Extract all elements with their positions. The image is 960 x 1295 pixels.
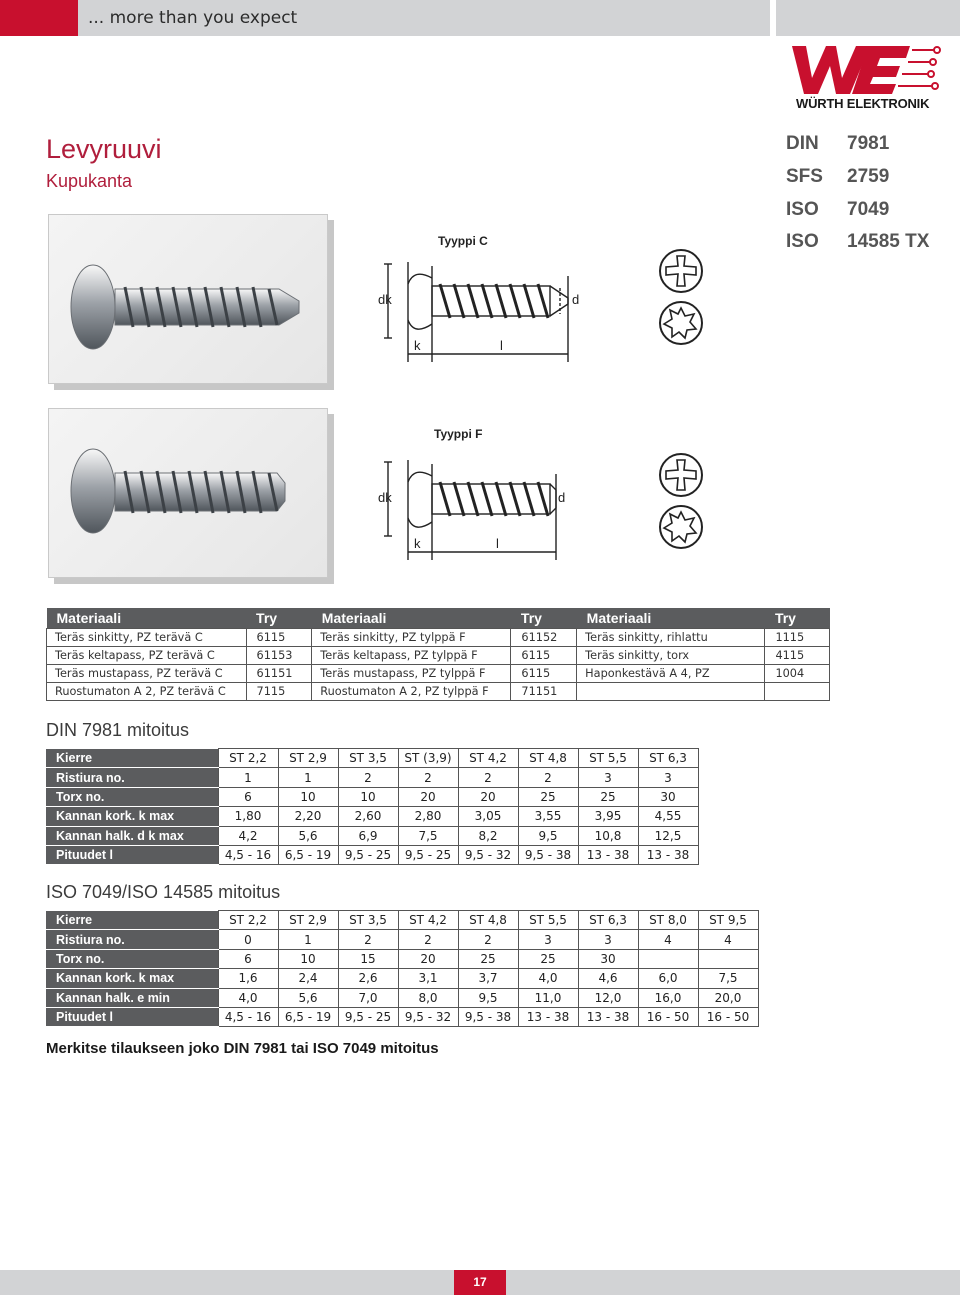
row-label: Kannan halk. e min xyxy=(46,988,218,1007)
table-row xyxy=(46,826,698,845)
material-cell: Haponkestävä A 4, PZ xyxy=(577,664,765,682)
value-cell: ST 3,5 xyxy=(338,749,398,768)
value-cell: 2 xyxy=(398,930,458,949)
value-cell: 30 xyxy=(638,787,698,806)
value-cell: 7,0 xyxy=(338,988,398,1007)
type-c-label: Tyyppi C xyxy=(438,234,488,248)
value-cell: 13 - 38 xyxy=(518,1007,578,1026)
column-header: Try xyxy=(246,608,312,628)
table-row xyxy=(46,969,758,988)
code-cell: 71151 xyxy=(511,682,577,700)
dim-d-label: d xyxy=(572,292,580,307)
table-row xyxy=(46,749,698,768)
value-cell: 10 xyxy=(278,949,338,968)
value-cell: 6,5 - 19 xyxy=(278,845,338,864)
row-label: Kannan kork. k max xyxy=(46,807,218,826)
code-cell: 6115 xyxy=(511,664,577,682)
table-row xyxy=(47,628,830,646)
logo-text: WÜRTH ELEKTRONIK xyxy=(796,96,930,111)
value-cell: 12,5 xyxy=(638,826,698,845)
value-cell: ST 8,0 xyxy=(638,911,698,930)
row-label: Torx no. xyxy=(46,949,218,968)
phillips-drive-icon xyxy=(658,452,704,498)
table-row xyxy=(46,845,698,864)
value-cell: 10 xyxy=(338,787,398,806)
value-cell: 7,5 xyxy=(698,969,758,988)
value-cell: 8,0 xyxy=(398,988,458,1007)
value-cell xyxy=(638,949,698,968)
value-cell: 3,7 xyxy=(458,969,518,988)
code-cell: 1004 xyxy=(765,664,830,682)
value-cell: 3,95 xyxy=(578,807,638,826)
value-cell: 1 xyxy=(278,930,338,949)
value-cell: ST 4,2 xyxy=(458,749,518,768)
value-cell: ST 5,5 xyxy=(578,749,638,768)
value-cell: 3 xyxy=(518,930,578,949)
value-cell: 0 xyxy=(218,930,278,949)
din-section-title: DIN 7981 mitoitus xyxy=(46,720,190,740)
value-cell: 16,0 xyxy=(638,988,698,1007)
code-cell: 4115 xyxy=(765,646,830,664)
materials-header-row xyxy=(47,608,830,628)
header-grey-band-right xyxy=(776,0,960,36)
value-cell: 7,5 xyxy=(398,826,458,845)
value-cell: 4,0 xyxy=(518,969,578,988)
technical-drawing-type-c xyxy=(370,258,590,368)
code-cell xyxy=(765,682,830,700)
standard-number: 7049 xyxy=(847,199,890,220)
header-title: ... more than you expect xyxy=(88,8,298,28)
code-cell: 6115 xyxy=(511,646,577,664)
iso-dimensions-table xyxy=(46,910,759,1027)
table-row xyxy=(46,930,758,949)
value-cell: 9,5 xyxy=(518,826,578,845)
value-cell: 3,1 xyxy=(398,969,458,988)
screw-photo-type-f xyxy=(48,408,328,578)
value-cell: 13 - 38 xyxy=(638,845,698,864)
materials-table xyxy=(46,608,830,701)
standard-code: SFS xyxy=(786,166,823,187)
value-cell: 25 xyxy=(518,787,578,806)
din-dimensions-table xyxy=(46,748,699,865)
code-cell: 61152 xyxy=(511,628,577,646)
value-cell: 2 xyxy=(338,768,398,787)
standard-row xyxy=(786,166,890,188)
value-cell: 25 xyxy=(578,787,638,806)
value-cell: 6,0 xyxy=(638,969,698,988)
code-cell: 6115 xyxy=(246,628,312,646)
value-cell: ST 9,5 xyxy=(698,911,758,930)
code-cell: 1115 xyxy=(765,628,830,646)
technical-drawing-type-f xyxy=(370,456,590,566)
value-cell: 4,5 - 16 xyxy=(218,1007,278,1026)
column-header: Materiaali xyxy=(577,608,765,628)
dim-dk-label: dk xyxy=(378,490,392,505)
value-cell: ST 6,3 xyxy=(638,749,698,768)
value-cell: 2,80 xyxy=(398,807,458,826)
iso-section-title: ISO 7049/ISO 14585 mitoitus xyxy=(46,882,281,902)
value-cell: ST (3,9) xyxy=(398,749,458,768)
torx-drive-icon xyxy=(658,504,704,550)
value-cell: 9,5 - 25 xyxy=(398,845,458,864)
page-number: 17 xyxy=(454,1270,506,1295)
material-cell: Teräs sinkitty, torx xyxy=(577,646,765,664)
value-cell: 5,6 xyxy=(278,988,338,1007)
value-cell: 2,6 xyxy=(338,969,398,988)
value-cell: 6 xyxy=(218,949,278,968)
table-row xyxy=(46,949,758,968)
value-cell: 4,5 - 16 xyxy=(218,845,278,864)
value-cell: 13 - 38 xyxy=(578,1007,638,1026)
value-cell xyxy=(698,949,758,968)
value-cell: 30 xyxy=(578,949,638,968)
value-cell: ST 5,5 xyxy=(518,911,578,930)
value-cell: 9,5 xyxy=(458,988,518,1007)
standard-code: DIN xyxy=(786,133,819,154)
material-cell: Teräs keltapass, PZ terävä C xyxy=(47,646,247,664)
value-cell: 2 xyxy=(398,768,458,787)
value-cell: 16 - 50 xyxy=(638,1007,698,1026)
standard-row xyxy=(786,133,890,155)
value-cell: ST 4,8 xyxy=(458,911,518,930)
value-cell: 3,55 xyxy=(518,807,578,826)
value-cell: 8,2 xyxy=(458,826,518,845)
value-cell: 16 - 50 xyxy=(698,1007,758,1026)
column-header: Try xyxy=(765,608,830,628)
value-cell: 1 xyxy=(278,768,338,787)
column-header: Try xyxy=(511,608,577,628)
material-cell: Teräs mustapass, PZ tylppä F xyxy=(312,664,511,682)
screw-photo-type-c xyxy=(48,214,328,384)
column-header: Materiaali xyxy=(312,608,511,628)
table-row xyxy=(47,646,830,664)
table-row xyxy=(46,988,758,1007)
table-row xyxy=(46,787,698,806)
phillips-drive-icon xyxy=(658,248,704,294)
value-cell: ST 4,8 xyxy=(518,749,578,768)
value-cell: 2 xyxy=(338,930,398,949)
type-f-label: Tyyppi F xyxy=(434,427,483,441)
dim-dk-label: dk xyxy=(378,292,392,307)
code-cell: 7115 xyxy=(246,682,312,700)
value-cell: 4 xyxy=(698,930,758,949)
value-cell: 20,0 xyxy=(698,988,758,1007)
value-cell: 4,6 xyxy=(578,969,638,988)
value-cell: 5,6 xyxy=(278,826,338,845)
standard-code: ISO xyxy=(786,199,819,220)
material-cell: Teräs sinkitty, rihlattu xyxy=(577,628,765,646)
value-cell: 3 xyxy=(578,768,638,787)
row-label: Kannan kork. k max xyxy=(46,969,218,988)
value-cell: 20 xyxy=(398,949,458,968)
value-cell: 20 xyxy=(458,787,518,806)
value-cell: 13 - 38 xyxy=(578,845,638,864)
dim-l-label: l xyxy=(500,338,503,353)
row-label: Kannan halk. d k max xyxy=(46,826,218,845)
header-bar xyxy=(0,0,960,36)
value-cell: 2 xyxy=(458,930,518,949)
table-row xyxy=(46,911,758,930)
value-cell: 2 xyxy=(518,768,578,787)
value-cell: 2,4 xyxy=(278,969,338,988)
row-label: Pituudet l xyxy=(46,845,218,864)
code-cell: 61153 xyxy=(246,646,312,664)
page-subtitle: Kupukanta xyxy=(46,171,133,191)
value-cell: 12,0 xyxy=(578,988,638,1007)
value-cell: 9,5 - 38 xyxy=(518,845,578,864)
value-cell: 25 xyxy=(518,949,578,968)
material-cell: Ruostumaton A 2, PZ tylppä F xyxy=(312,682,511,700)
dim-k-label: k xyxy=(414,536,421,551)
dim-d-label: d xyxy=(558,490,566,505)
value-cell: 6,5 - 19 xyxy=(278,1007,338,1026)
value-cell: 6,9 xyxy=(338,826,398,845)
value-cell: 1,6 xyxy=(218,969,278,988)
value-cell: 4,2 xyxy=(218,826,278,845)
standard-row xyxy=(786,199,890,221)
dim-l-label: l xyxy=(496,536,499,551)
value-cell: ST 3,5 xyxy=(338,911,398,930)
value-cell: 4,55 xyxy=(638,807,698,826)
table-row xyxy=(46,768,698,787)
value-cell: 9,5 - 32 xyxy=(398,1007,458,1026)
value-cell: ST 4,2 xyxy=(398,911,458,930)
table-row xyxy=(46,807,698,826)
value-cell: 9,5 - 25 xyxy=(338,1007,398,1026)
row-label: Ristiura no. xyxy=(46,768,218,787)
material-cell xyxy=(577,682,765,700)
page-title: Levyruuvi xyxy=(46,134,162,164)
standard-number: 2759 xyxy=(847,166,890,187)
value-cell: ST 2,9 xyxy=(278,749,338,768)
column-header: Materiaali xyxy=(47,608,247,628)
material-cell: Ruostumaton A 2, PZ terävä C xyxy=(47,682,247,700)
value-cell: 3 xyxy=(638,768,698,787)
standard-code: ISO xyxy=(786,231,819,252)
standard-number: 7981 xyxy=(847,133,890,154)
value-cell: 20 xyxy=(398,787,458,806)
code-cell: 61151 xyxy=(246,664,312,682)
standard-number: 14585 TX xyxy=(847,231,930,252)
standard-row xyxy=(786,231,930,253)
order-note: Merkitse tilaukseen joko DIN 7981 tai ISO 7049 mitoitus xyxy=(46,1040,439,1057)
row-label: Kierre xyxy=(46,749,218,768)
material-cell: Teräs sinkitty, PZ tylppä F xyxy=(312,628,511,646)
value-cell: 4,0 xyxy=(218,988,278,1007)
row-label: Ristiura no. xyxy=(46,930,218,949)
value-cell: 9,5 - 25 xyxy=(338,845,398,864)
table-row xyxy=(47,682,830,700)
table-row xyxy=(46,1007,758,1026)
value-cell: 25 xyxy=(458,949,518,968)
value-cell: 15 xyxy=(338,949,398,968)
value-cell: 2,20 xyxy=(278,807,338,826)
value-cell: 3 xyxy=(578,930,638,949)
material-cell: Teräs sinkitty, PZ terävä C xyxy=(47,628,247,646)
value-cell: 2 xyxy=(458,768,518,787)
value-cell: 6 xyxy=(218,787,278,806)
material-cell: Teräs keltapass, PZ tylppä F xyxy=(312,646,511,664)
value-cell: 2,60 xyxy=(338,807,398,826)
value-cell: 9,5 - 38 xyxy=(458,1007,518,1026)
value-cell: 4 xyxy=(638,930,698,949)
row-label: Kierre xyxy=(46,911,218,930)
value-cell: ST 6,3 xyxy=(578,911,638,930)
header-red-block xyxy=(0,0,78,36)
row-label: Torx no. xyxy=(46,787,218,806)
torx-drive-icon xyxy=(658,300,704,346)
value-cell: 1 xyxy=(218,768,278,787)
value-cell: 10,8 xyxy=(578,826,638,845)
value-cell: 11,0 xyxy=(518,988,578,1007)
row-label: Pituudet l xyxy=(46,1007,218,1026)
value-cell: 10 xyxy=(278,787,338,806)
material-cell: Teräs mustapass, PZ terävä C xyxy=(47,664,247,682)
value-cell: ST 2,9 xyxy=(278,911,338,930)
value-cell: ST 2,2 xyxy=(218,911,278,930)
value-cell: 9,5 - 32 xyxy=(458,845,518,864)
value-cell: ST 2,2 xyxy=(218,749,278,768)
value-cell: 1,80 xyxy=(218,807,278,826)
dim-k-label: k xyxy=(414,338,421,353)
value-cell: 3,05 xyxy=(458,807,518,826)
table-row xyxy=(47,664,830,682)
